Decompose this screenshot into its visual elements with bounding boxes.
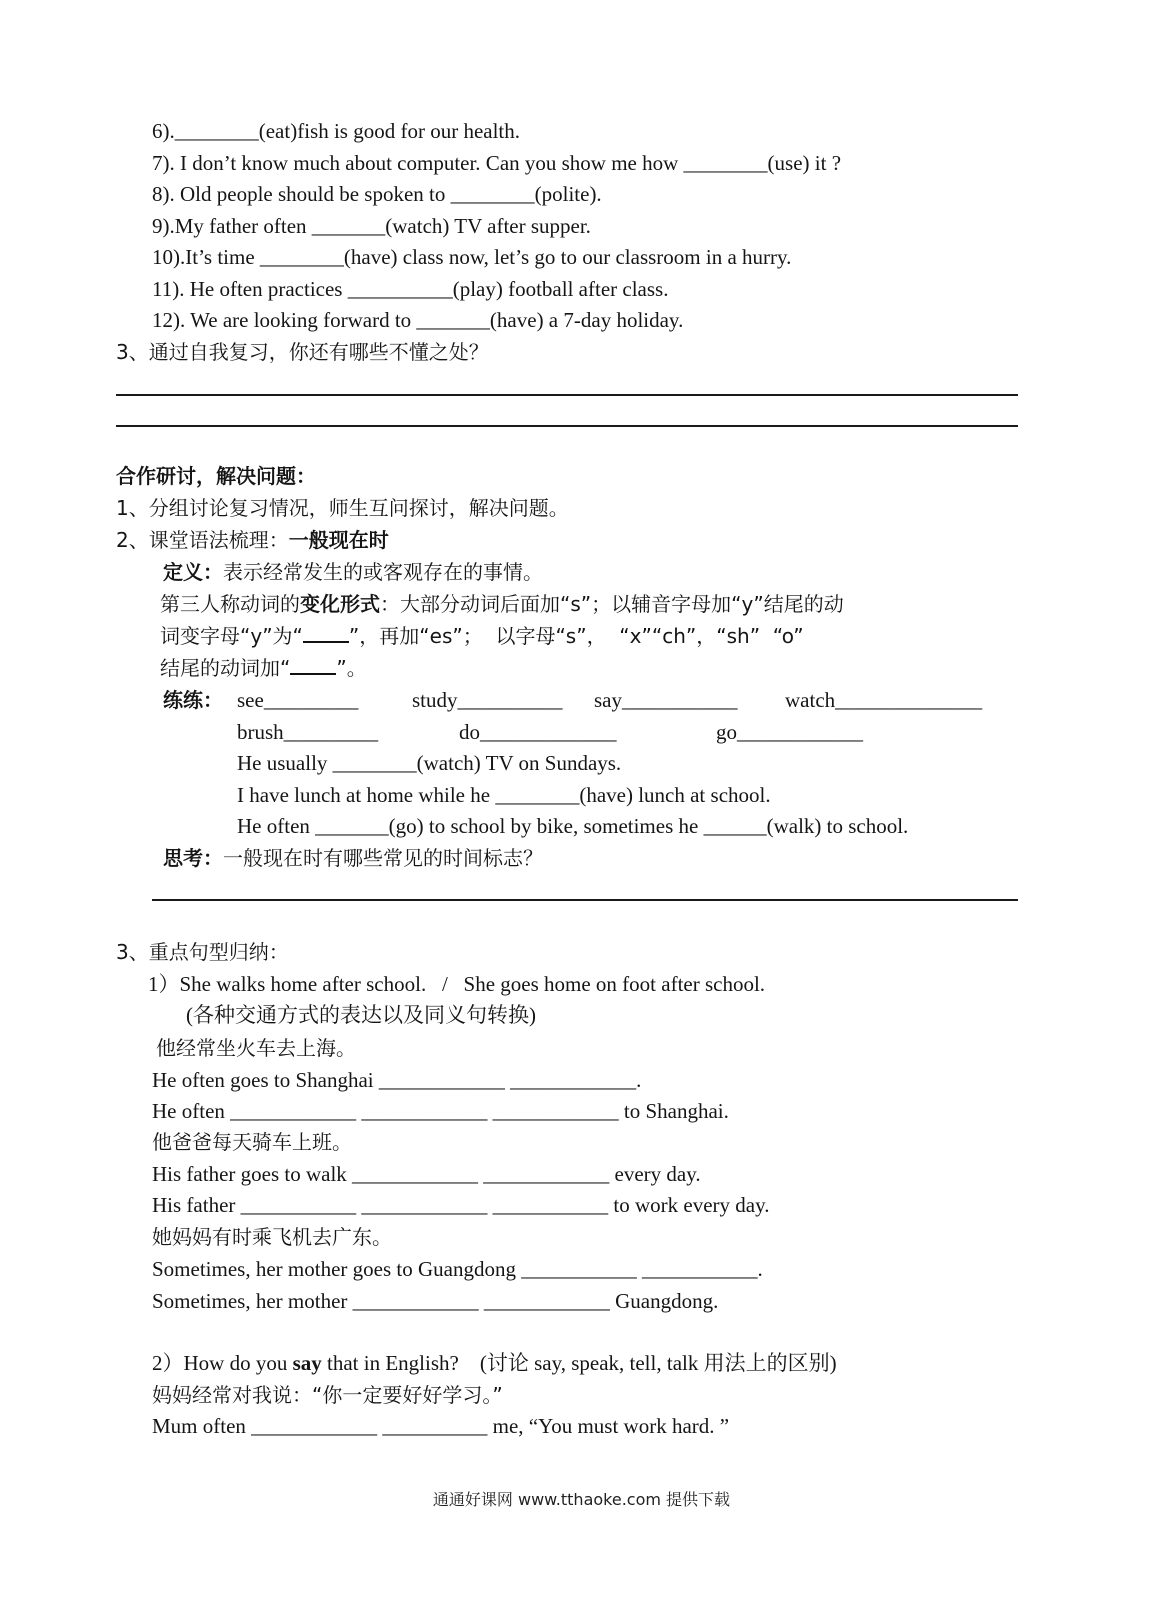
pattern-line: Sometimes, her mother goes to Guangdong ___________ ___________. [152, 1257, 763, 1281]
pattern-line: 他经常坐火车去上海。 [156, 1036, 356, 1060]
practice-watch: watch______________ [785, 688, 983, 712]
form-line-3b: ”。 [336, 656, 367, 680]
pattern-line: His father ___________ ____________ ___________ to work every day. [152, 1193, 770, 1217]
practice-label: 练练： [163, 688, 223, 712]
pattern-1: 1）She walks home after school. / She goes home on foot after school. [148, 972, 766, 996]
form-line-2a: 词变字母“y”为“ [160, 624, 303, 648]
pattern-2-b: that in English? (讨论 say, speak, tell, talk 用法上的区别) [321, 1351, 837, 1375]
form-line-2b: ”，再加“es”； 以字母“s”， “x”“ch”，“sh” “o” [348, 624, 804, 648]
pattern-1-note: (各种交通方式的表达以及同义句转换) [186, 1003, 536, 1027]
exercise-8: 8). Old people should be spoken to ________(polite). [152, 182, 602, 206]
exercise-10: 10).It’s time ________(have) class now, let’s go to our classroom in a hurry. [152, 245, 792, 269]
blank [303, 623, 349, 643]
blank [290, 655, 336, 675]
definition-text: 表示经常发生的或客观存在的事情。 [223, 560, 543, 584]
practice-see: see_________ [237, 688, 359, 712]
pattern-line: He often goes to Shanghai ____________ ____________. [152, 1068, 642, 1092]
practice-sentence: He usually ________(watch) TV on Sundays. [237, 751, 622, 775]
exercise-12: 12). We are looking forward to _______(have) a 7-day holiday. [152, 308, 684, 332]
form-line-2 [160, 622, 804, 650]
pattern-2 [152, 1349, 837, 1377]
answer-line [116, 425, 1018, 427]
form-line-3 [160, 654, 367, 682]
coop-item-2-prefix: 2、课堂语法梳理： [116, 528, 289, 552]
practice-say: say___________ [594, 688, 738, 712]
coop-item-2 [116, 526, 389, 554]
review-question: 3、通过自我复习，你还有哪些不懂之处？ [116, 340, 489, 364]
pattern-2-cn: 妈妈经常对我说：“你一定要好好学习。” [152, 1383, 503, 1407]
footer: 通通好课网 www.tthaoke.com 提供下载 [432, 1490, 731, 1509]
pattern-line: 她妈妈有时乘飞机去广东。 [152, 1225, 392, 1249]
form-bold: 变化形式 [300, 592, 380, 616]
answer-line [152, 899, 1018, 901]
practice-sentence: He often _______(go) to school by bike, sometimes he ______(walk) to school. [237, 814, 909, 838]
exercise-6: 6).________(eat)fish is good for our health. [152, 119, 521, 143]
definition-label: 定义： [163, 560, 223, 584]
think [163, 844, 543, 872]
pattern-line: Sometimes, her mother ____________ ____________ Guangdong. [152, 1289, 719, 1313]
pattern-line: He often ____________ ____________ ____________ to Shanghai. [152, 1099, 729, 1123]
think-label: 思考： [163, 846, 223, 870]
pattern-2-a: 2）How do you [152, 1351, 293, 1375]
practice-sentence: I have lunch at home while he ________(have) lunch at school. [237, 783, 771, 807]
practice-do: do_____________ [459, 720, 617, 744]
grammar-topic: 一般现在时 [288, 528, 389, 552]
coop-heading: 合作研讨，解决问题： [116, 464, 316, 488]
exercise-9: 9).My father often _______(watch) TV after supper. [152, 214, 591, 238]
form-line-3a: 结尾的动词加“ [160, 656, 291, 680]
think-text: 一般现在时有哪些常见的时间标志？ [223, 846, 543, 870]
pattern-line: His father goes to walk ____________ ____________ every day. [152, 1162, 701, 1186]
practice-study: study__________ [412, 688, 563, 712]
form-line-1 [160, 590, 844, 618]
pattern-line: 他爸爸每天骑车上班。 [152, 1130, 352, 1154]
practice-brush: brush_________ [237, 720, 379, 744]
exercise-11: 11). He often practices __________(play) football after class. [152, 277, 669, 301]
exercise-7: 7). I don’t know much about computer. Can you show me how ________(use) it ? [152, 151, 842, 175]
coop-item-1: 1、分组讨论复习情况，师生互问探讨，解决问题。 [116, 496, 569, 520]
answer-line [116, 394, 1018, 396]
practice-go: go____________ [716, 720, 863, 744]
form-rest: ：大部分动词后面加“s”；以辅音字母加“y”结尾的动 [380, 592, 844, 616]
pattern-2-en: Mum often ____________ __________ me, “You must work hard. ” [152, 1414, 730, 1438]
form-prefix: 第三人称动词的 [160, 592, 300, 616]
patterns-heading: 3、重点句型归纳： [116, 940, 289, 964]
pattern-2-say: say [292, 1351, 322, 1375]
definition [163, 558, 543, 586]
